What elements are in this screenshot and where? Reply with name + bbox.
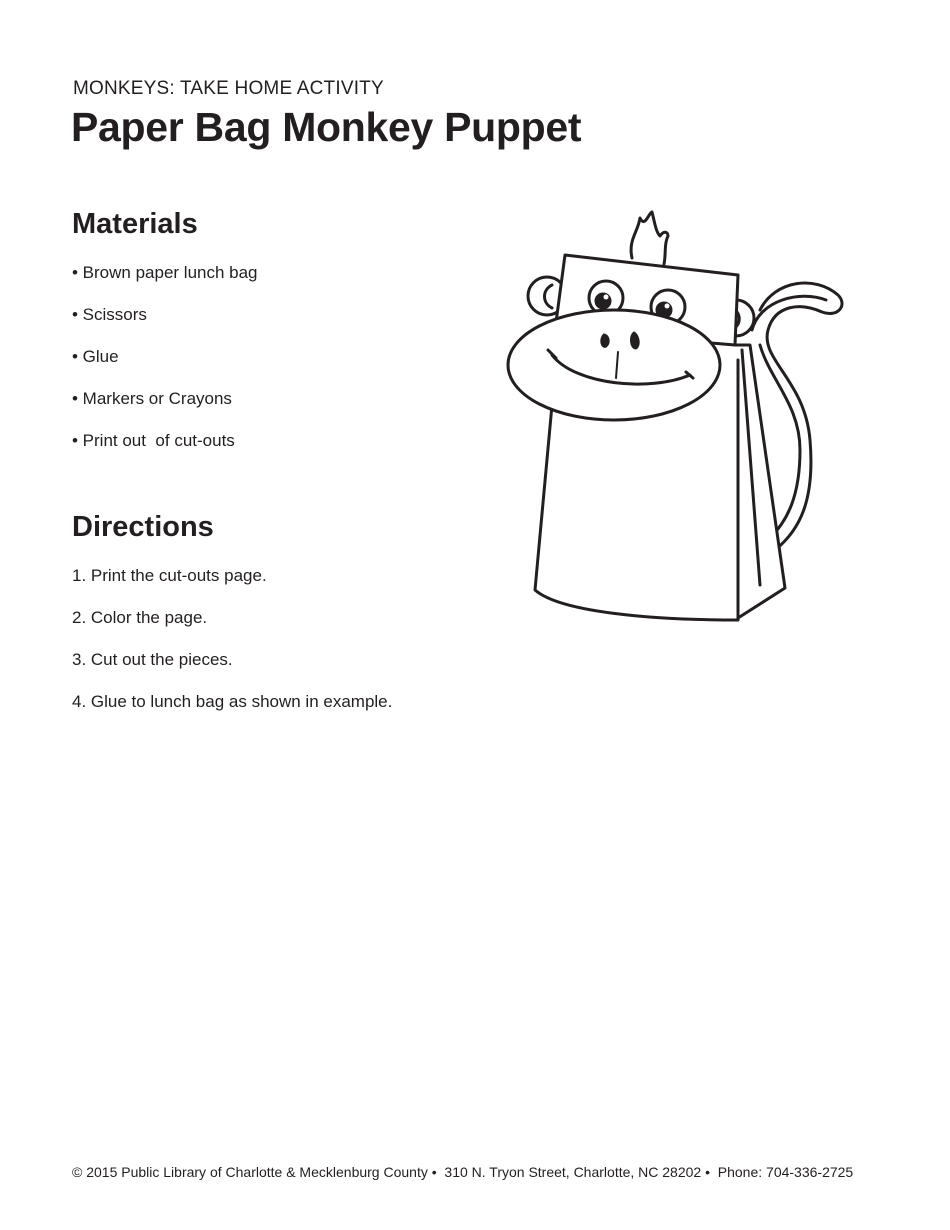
directions-list [72, 566, 392, 734]
hair-tuft [631, 212, 668, 264]
list-item: • Scissors [72, 305, 147, 324]
left-nostril [602, 335, 608, 346]
right-nostril [632, 333, 639, 348]
list-item: 2. Color the page. [72, 608, 208, 627]
list-item: • Print out of cut-outs [72, 431, 235, 450]
directions-heading: Directions [72, 511, 214, 543]
footer-credit: © 2015 Public Library of Charlotte & Mecklenburg County • 310 N. Tryon Street, Charlotte, NC 28202 • Phone: 704-336-2725 [72, 1164, 854, 1180]
materials-heading: Materials [72, 208, 198, 240]
monkey-puppet-illustration [500, 205, 850, 630]
list-item: • Markers or Crayons [72, 389, 232, 408]
page-title: Paper Bag Monkey Puppet [71, 104, 582, 150]
list-item: 4. Glue to lunch bag as shown in example. [72, 692, 393, 711]
list-item: • Brown paper lunch bag [72, 263, 258, 282]
muzzle [508, 310, 720, 420]
list-item: • Glue [72, 347, 119, 366]
list-item: 1. Print the cut-outs page. [72, 566, 267, 585]
activity-kicker: MONKEYS: TAKE HOME ACTIVITY [73, 78, 384, 99]
list-item: 3. Cut out the pieces. [72, 650, 233, 669]
materials-list [72, 263, 258, 473]
